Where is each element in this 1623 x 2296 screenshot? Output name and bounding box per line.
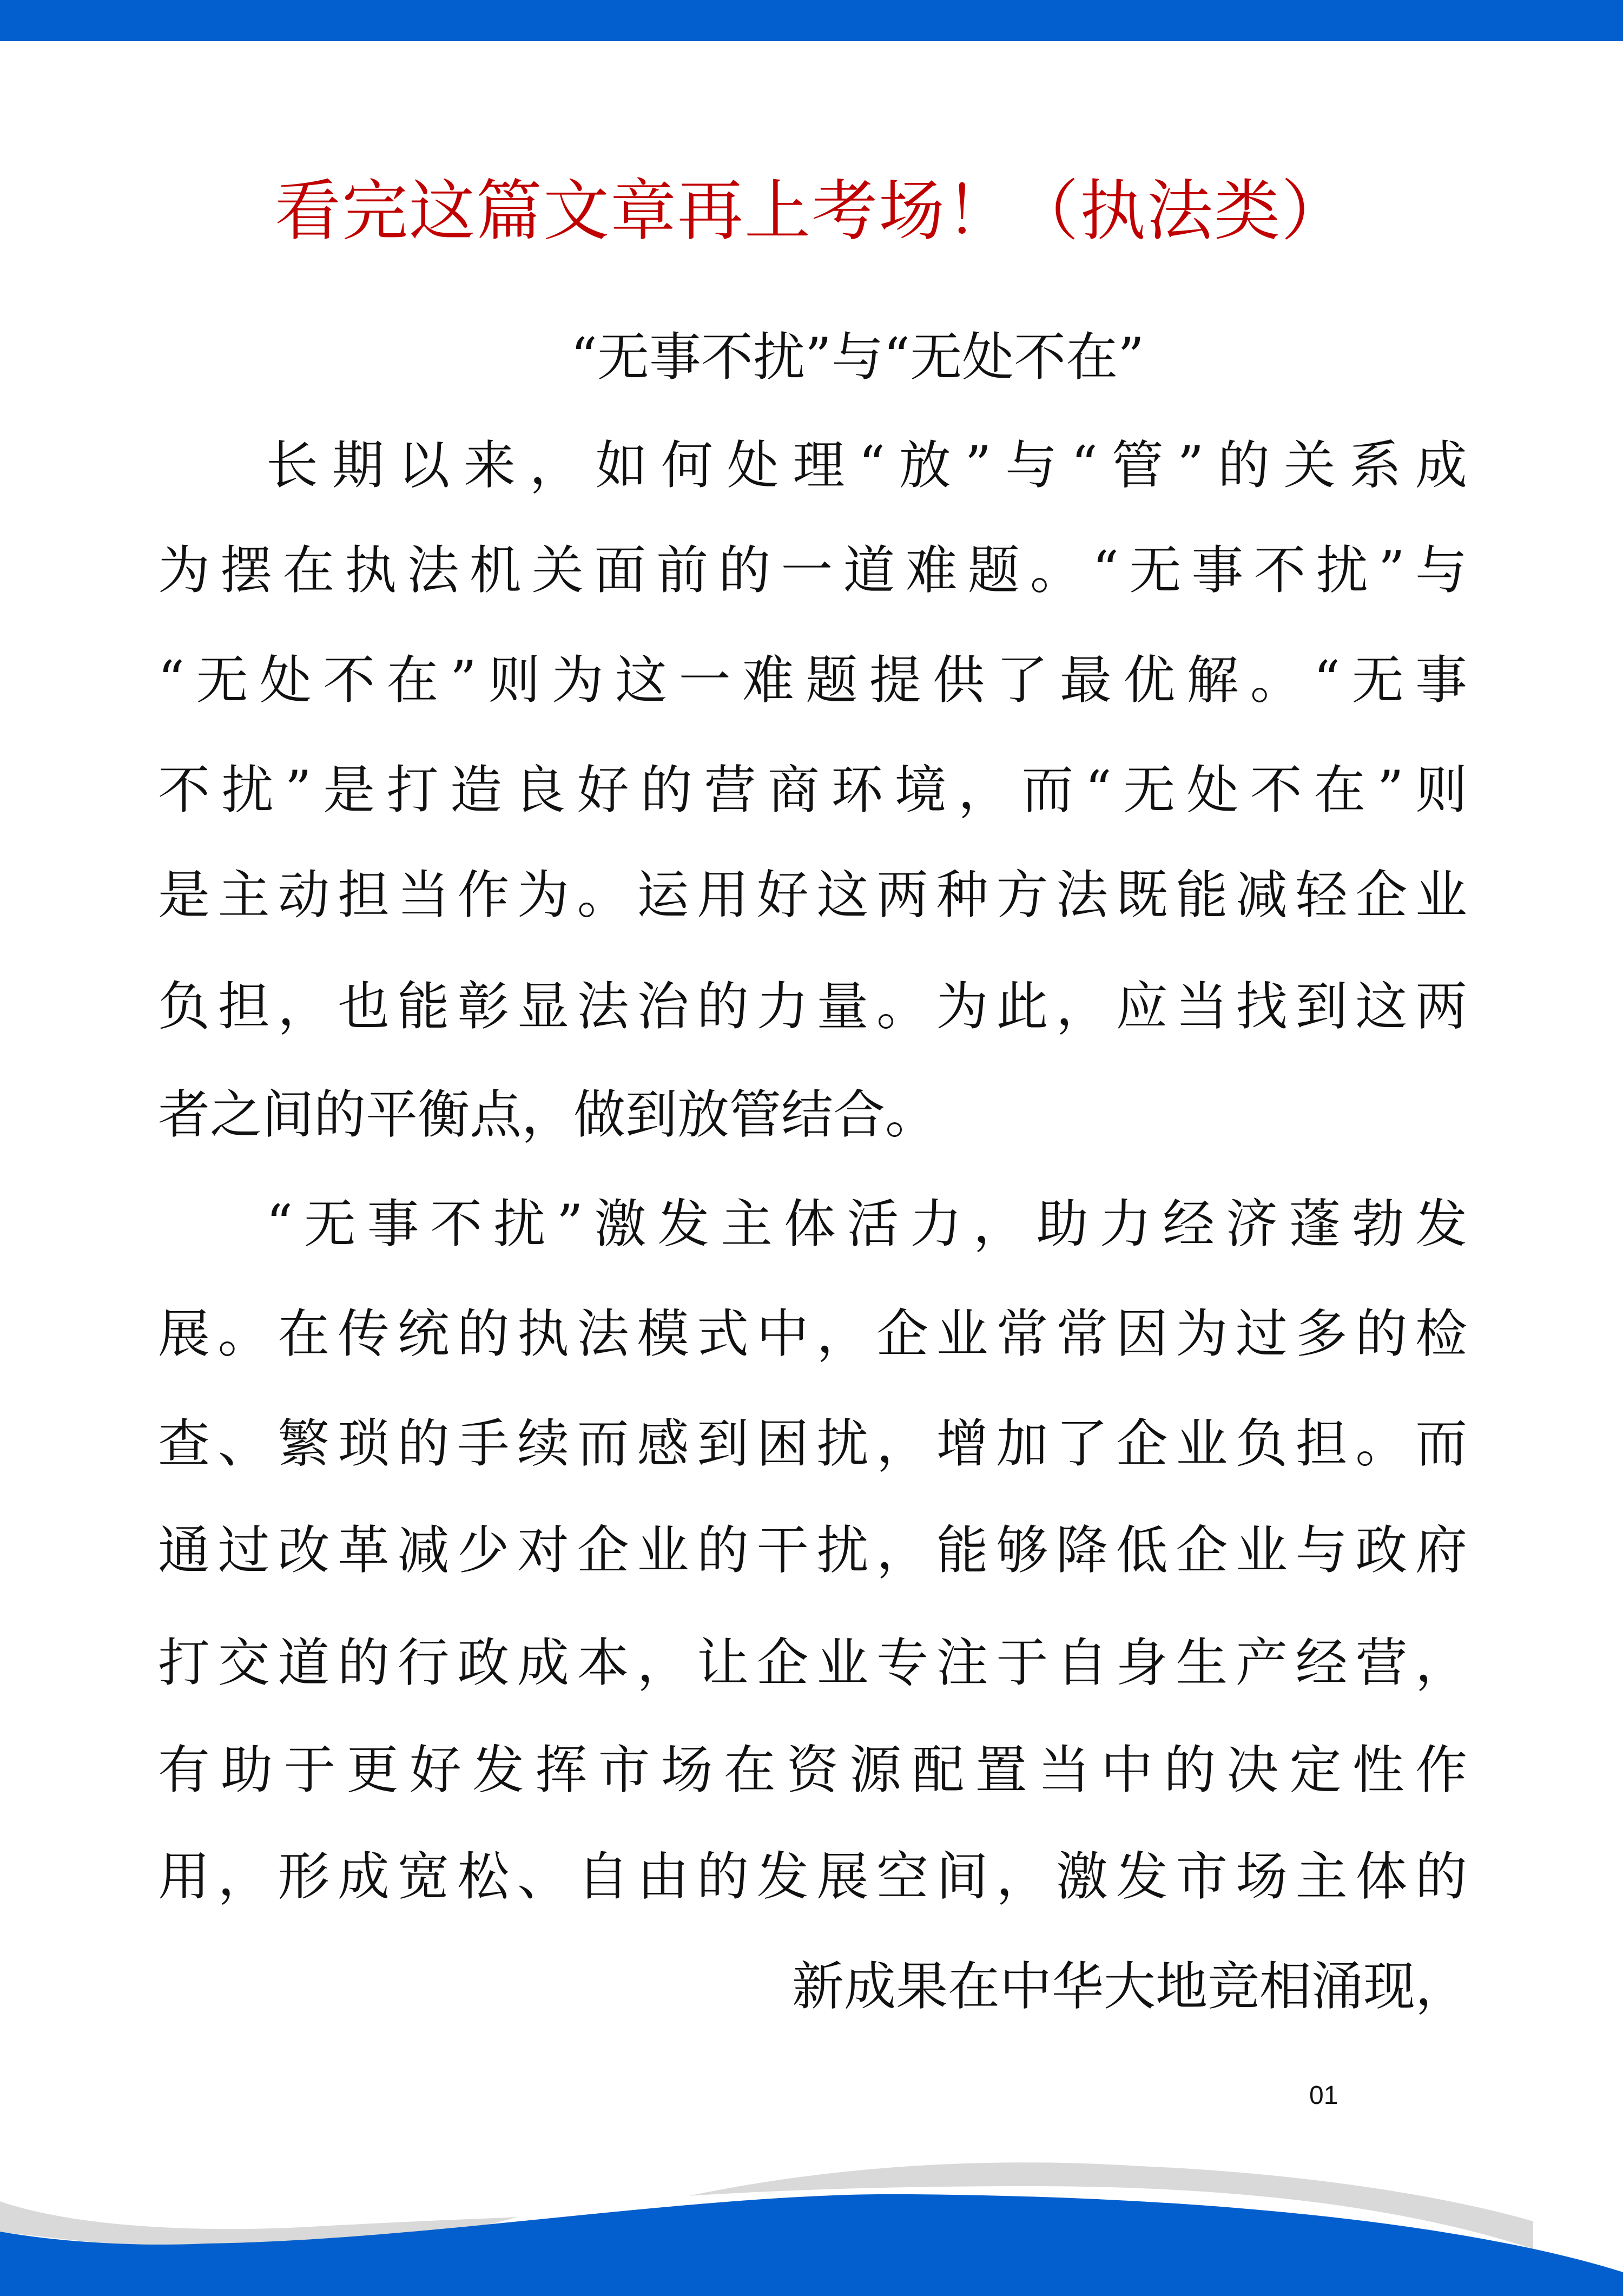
paragraph-line: 负担，也能彰显法治的力量。为此，应当找到这两: [158, 976, 1467, 1037]
paragraph-line: 打交道的行政成本，让企业专注于自身生产经营，: [158, 1633, 1467, 1693]
section-subtitle: “无事不扰”与“无处不在”: [570, 327, 1145, 387]
paragraph-line: 不扰”是打造良好的营商环境，而“无处不在”则: [158, 760, 1467, 820]
paragraph-line: 通过改革减少对企业的干扰，能够降低企业与政府: [158, 1520, 1467, 1581]
footer-wave: [0, 2137, 1623, 2296]
paragraph-line: 用，形成宽松、自由的发展空间，激发市场主体的: [158, 1846, 1467, 1907]
page-number: 01: [1309, 2081, 1338, 2110]
paragraph-line: 查、繁琐的手续而感到困扰，增加了企业负担。而: [158, 1413, 1467, 1474]
paragraph-line: 有助于更好发挥市场在资源配置当中的决定性作: [158, 1740, 1467, 1800]
paragraph-line: 新成果在中华大地竞相涌现，: [792, 1956, 1467, 2017]
paragraph-line: 展。在传统的执法模式中，企业常常因为过多的检: [158, 1304, 1467, 1364]
paragraph-line: 是主动担当作为。运用好这两种方法既能减轻企业: [158, 865, 1467, 925]
paragraph-line: “无事不扰”激发主体活力，助力经济蓬勃发: [266, 1194, 1467, 1254]
header-bar: [0, 0, 1623, 41]
paragraph-line: 为摆在执法机关面前的一道难题。“无事不扰”与: [158, 540, 1467, 601]
paragraph-line: “无处不在”则为这一难题提供了最优解。“无事: [158, 650, 1467, 710]
paragraph-line: 长期以来，如何处理“放”与“管”的关系成: [266, 435, 1467, 496]
page-title: 看完这篇文章再上考场！（执法类）: [275, 173, 1348, 249]
paragraph-line: 者之间的平衡点，做到放管结合。: [158, 1084, 937, 1145]
